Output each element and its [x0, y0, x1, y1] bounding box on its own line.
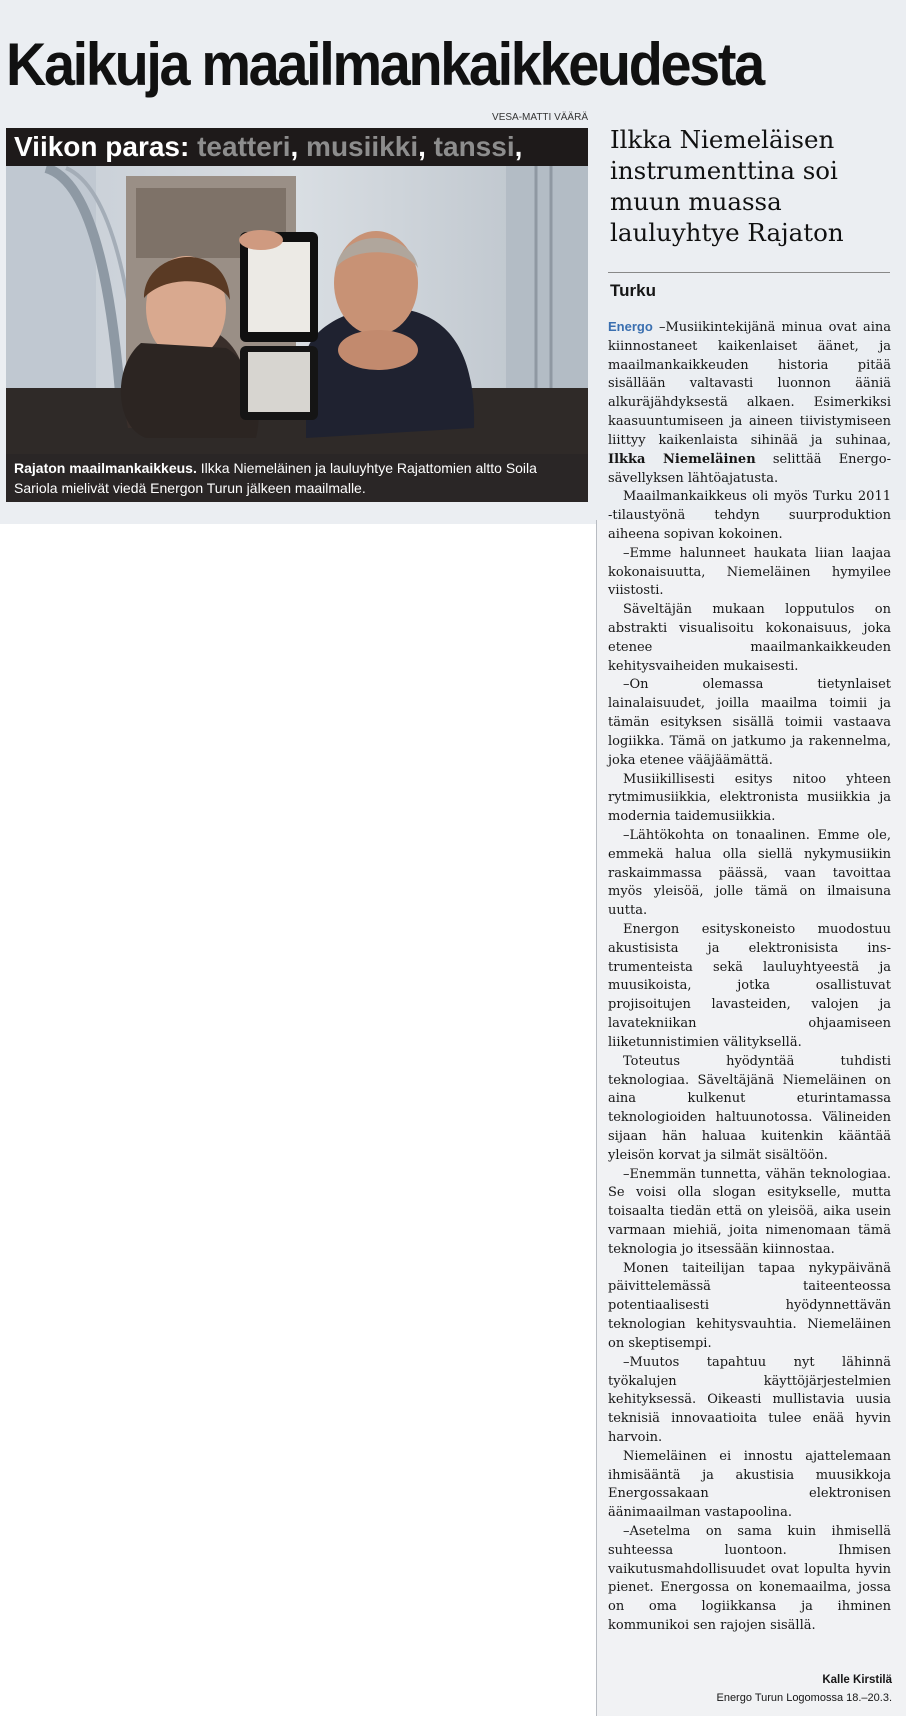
caption-lead: Rajaton maailmankaikkeus.	[14, 460, 197, 476]
banner-item: teatteri	[197, 131, 291, 162]
photo-caption	[6, 454, 588, 502]
photo-banner	[6, 128, 588, 166]
byline: Kalle Kirstilä	[822, 1674, 892, 1686]
banner-item: musiikki	[306, 131, 419, 162]
article-paragraph: Musiikillisesti esitys nitoo yhteen rytmimusiikkia, elektronista musiikkia ja modernia taidemusiikkia.	[608, 771, 891, 825]
article-paragraph: Niemeläinen ei innostu ajattelemaan ihmisääntä ja akustisia muusikkoja Energossakaan elektronisen äänimaailman vastapoolina.	[608, 1448, 891, 1521]
photo-credit: VESA-MATTI VÄÄRÄ	[492, 112, 588, 123]
article-paragraph: –Emme halunneet haukata liian laajaa kokonaisuutta, Niemeläinen hymyilee viistosti.	[608, 545, 891, 599]
banner-separator: ,	[514, 131, 523, 162]
article-photo	[6, 128, 588, 502]
event-info: Energo Turun Logomossa 18.–20.3.	[716, 1692, 892, 1704]
headline: Kaikuja maailmankaikkeudesta	[6, 31, 763, 98]
deck-divider	[608, 272, 890, 273]
caption-text: Ilkka Niemeläinen ja lauluyhtye Rajattomien altto Soila Sariola mielivät viedä Energon Turun jälkeen maailmalle.	[14, 460, 537, 496]
article-paragraph: Maailmankaikkeus oli myös Turku 2011 -tilaustyönä tehdyn suurproduktion aiheena sopivan kokoinen.	[608, 489, 891, 542]
article-paragraph: –Lähtökohta on tonaalinen. Emme ole, emmekä halua olla siellä nykymusiikin raskaimmassa päässä, vaan tavoittaa myös yleisöä, jolle tämä on ilmaisuna uutta.	[608, 827, 891, 919]
article-paragraph: –Asetelma on sama kuin ihmisellä suhteessa luontoon. Ihmisen vaikutusmahdollisuudet ovat lopulta hyvin pienet. Energossa on konemaailma, jossa on oma logiikkansa ja ihminen kommunikoi sen rajojen sisällä.	[608, 1524, 891, 1634]
article-paragraph: –On olemassa tietynlaiset lainalaisuudet, joilla maailma toimii ja tämän esityksen sisällä toimii vastaava logiikka. Tämä on jatkumo ja rakennelma, joka etenee vääjäämättä.	[608, 677, 891, 768]
banner-lead: Viikon paras:	[14, 131, 190, 162]
banner-item: tanssi	[433, 131, 515, 162]
article-paragraph: Toteutus hyödyntää tuhdisti teknologiaa. Säveltäjänä Niemeläinen on aina kulkenut eturintamassa teknologioiden haltuunotossa. Välineiden sijaan hän haluaa kuitenkin kääntää yleisön korvat ja silmät sisältöön.	[608, 1053, 891, 1163]
lead-text: –Musiikintekijänä minua ovat aina kiinnostaneet kaikenlaiset äänet, ja maailmankaikkeuden historia pitää sisällään valtavasti luonnon ääniä alkuräjähdyksestä alkaen. Esimerkiksi kaasuuntumiseen ja aineen tiivistymiseen liittyy kaikenlaista sihinää ja suhinaa,	[608, 320, 891, 448]
lead-end: selittää Energo-sävellyksen lähtöajatusta.	[608, 451, 891, 486]
lead-tag: Energo	[608, 319, 653, 334]
article-paragraph: –Enemmän tunnetta, vähän teknologiaa. Se voisi olla slogan esitykselle, mutta toisaalta tiedän että on yleisöä, aika usein varmaan miehiä, joita nimenomaan tämä teknologia jo itsessään kiinnostaa.	[608, 1166, 891, 1257]
banner-separator: ,	[418, 131, 426, 162]
article-paragraph: Energon esityskoneisto muodostuu akustisista ja elektronisista ins-trumenteista sekä lauluyhtyeestä ja muusikoista, jotka osallistuvat projisoitujen lavasteiden, valojen ja lavatekniikan ohjaamiseen liiketunnistimien välityksellä.	[608, 922, 891, 1050]
article-deck: Ilkka Niemeläisen instrumenttina soi muun muassa lauluyhtye Rajaton	[610, 125, 844, 247]
photo-illustration	[6, 128, 588, 502]
lead-name: Ilkka Niemeläinen	[608, 451, 756, 467]
article-paragraph: Monen taiteilijan tapaa nykypäivänä päivittelemässä taiteenteossa potentiaalisesti hyödynnettävän teknologian kehitysvauhtia. Niemeläinen on skeptisempi.	[608, 1260, 891, 1351]
article-paragraph: Säveltäjän mukaan lopputulos on abstrakti visualisoitu kokonaisuus, joka etenee maailmankaikkeuden kehitysvaiheiden mukaisesti.	[608, 602, 891, 674]
article-paragraph: –Muutos tapahtuu nyt lähinnä työkalujen käyttöjärjestelmien kehityksessä. Oikeasti mullistavia uusia teknisiä innovaatioita tulee enää hyvin harvoin.	[608, 1354, 891, 1445]
dateline: Turku	[610, 281, 656, 300]
article-paragraph	[608, 318, 891, 488]
banner-separator: ,	[290, 131, 299, 162]
article-body	[608, 318, 891, 1636]
